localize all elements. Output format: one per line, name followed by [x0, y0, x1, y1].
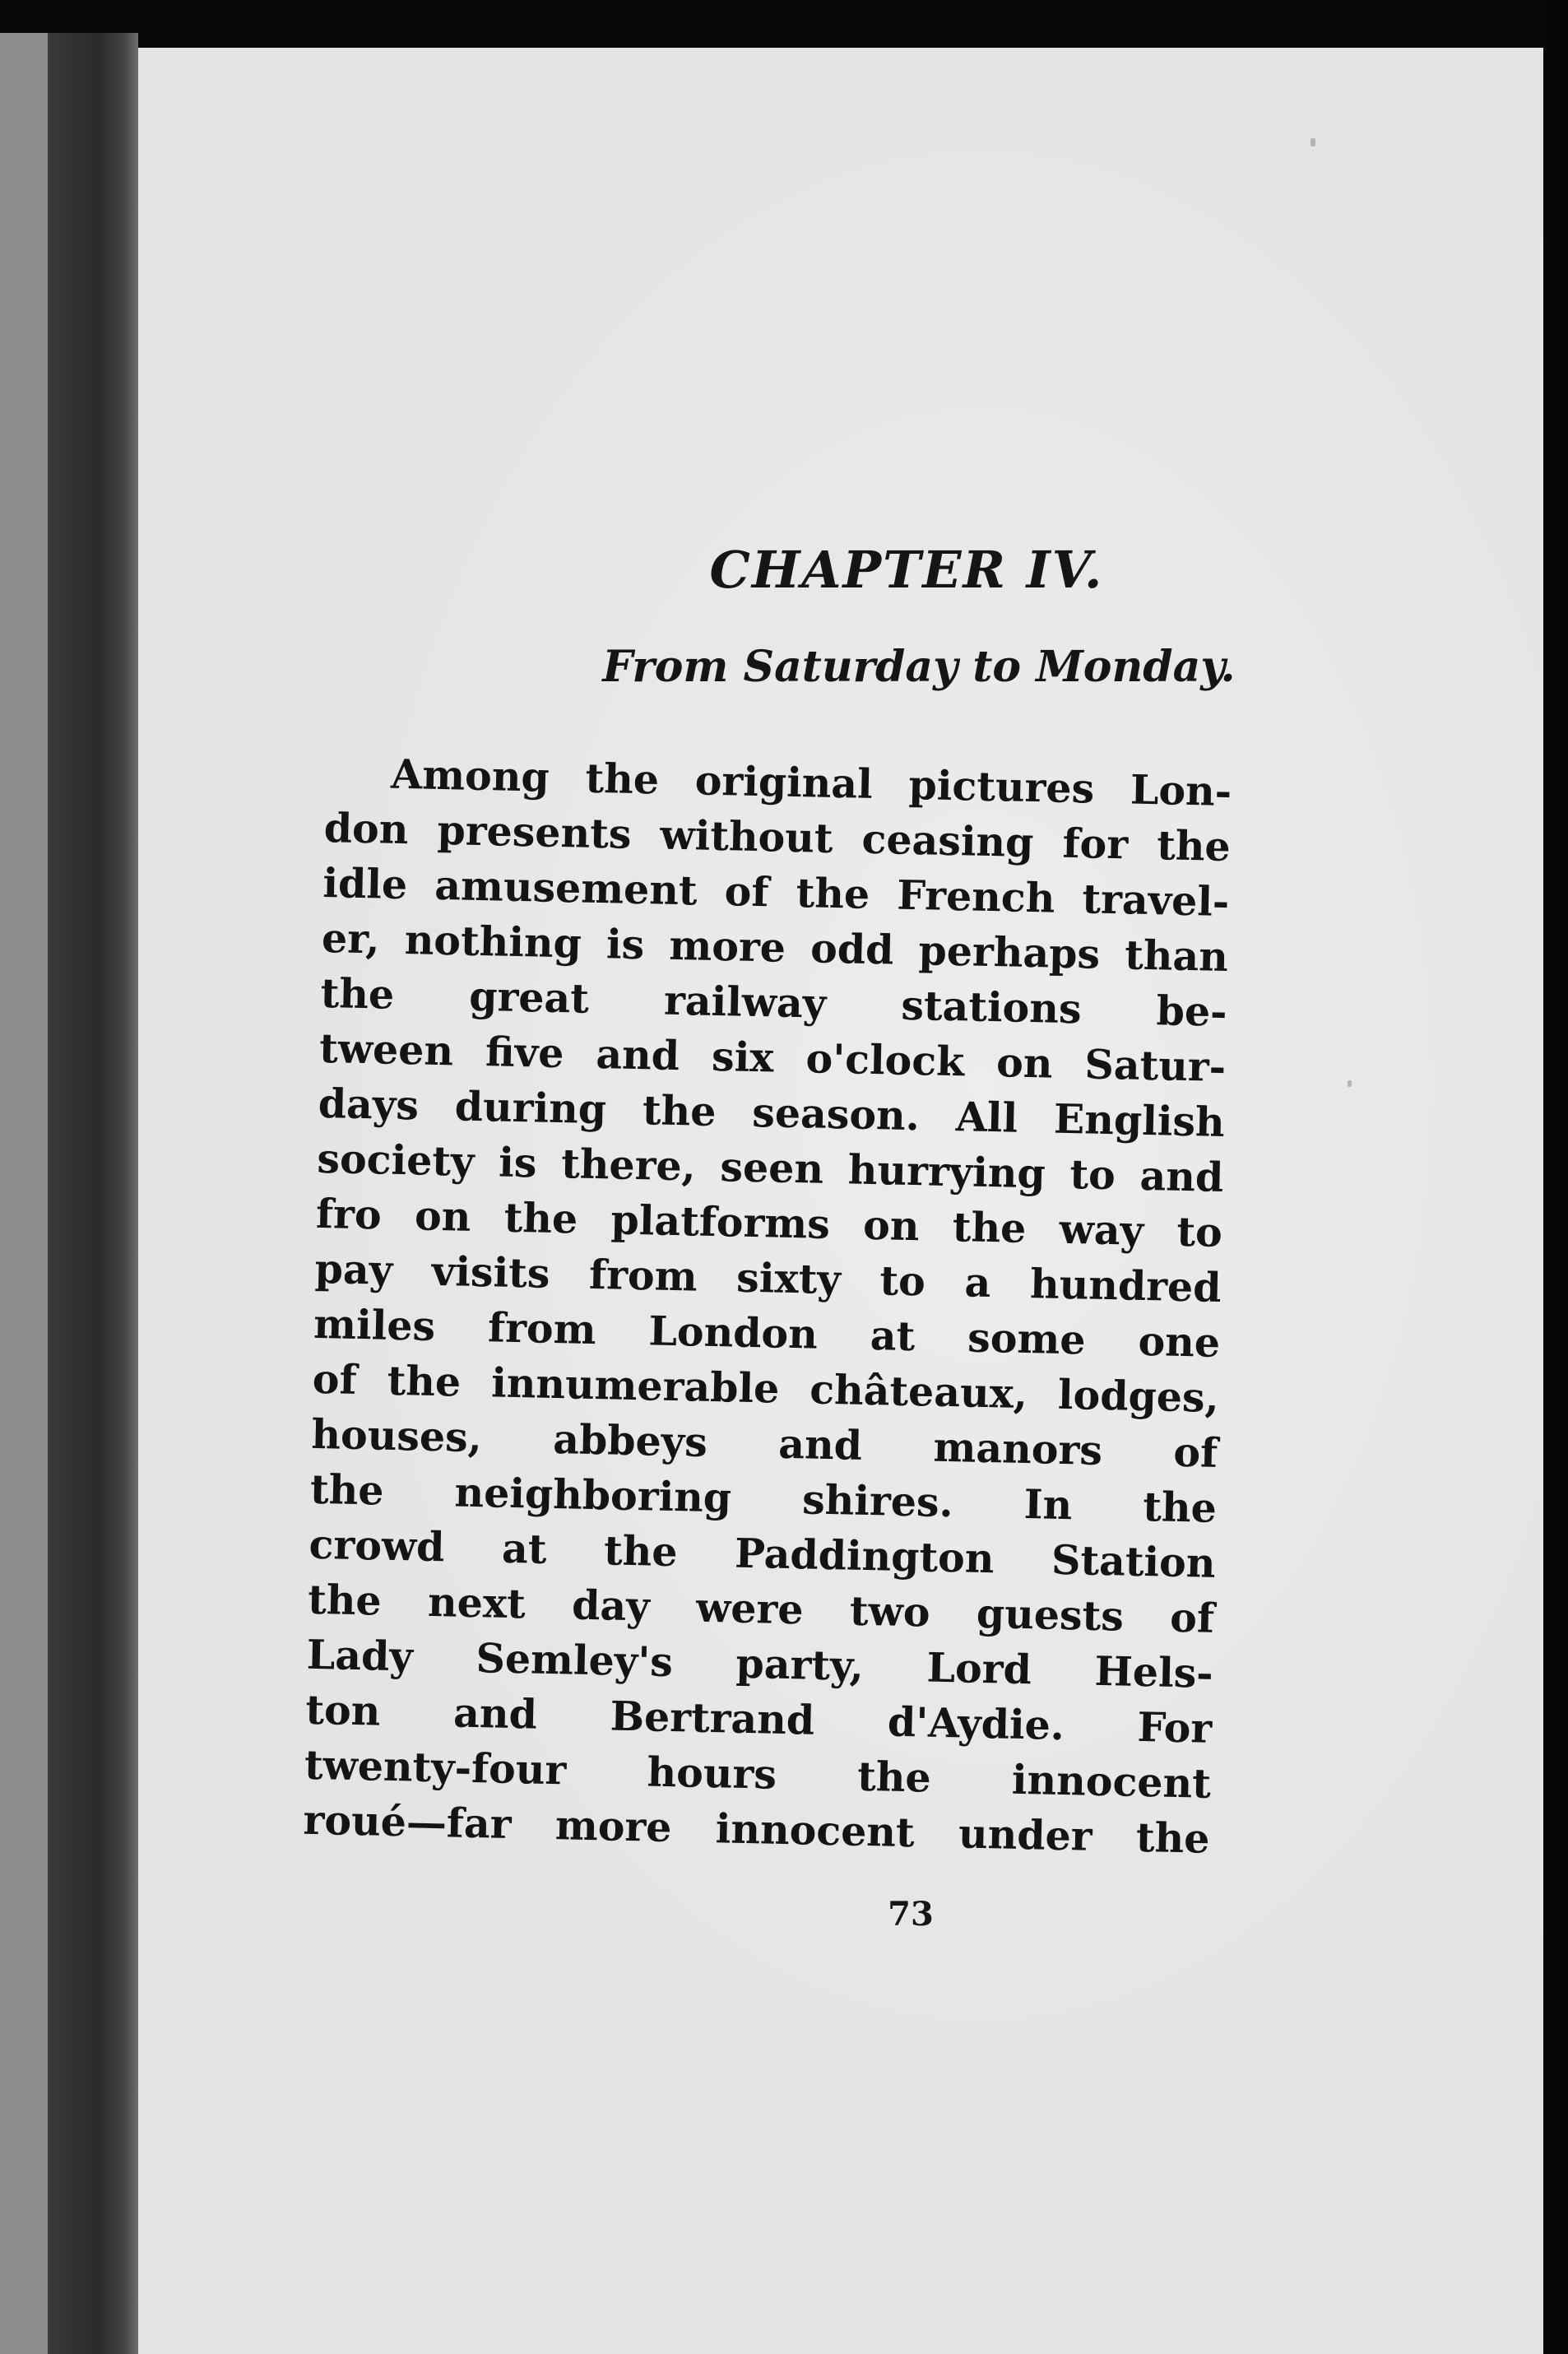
- text-line: the great railway stations be-: [320, 968, 1228, 1037]
- chapter-subtitle: From Saturday to Monday.: [602, 642, 1236, 692]
- text-line: don presents without ceasing for the: [323, 803, 1232, 871]
- paper-speck: [1348, 1080, 1352, 1087]
- text-line: tween five and six o'clock on Satur-: [318, 1024, 1227, 1091]
- text-line: of the innumerable châteaux, lodges,: [312, 1354, 1220, 1422]
- page-edge-shadow: [48, 33, 138, 2354]
- book-spine-strip: [0, 33, 48, 2354]
- text-line: pay visits from sixty to a hundred: [314, 1244, 1222, 1312]
- text-line: ton and Bertrand d'Aydie. For: [304, 1685, 1213, 1753]
- scan-top-border: [0, 0, 1568, 51]
- book-page: [138, 48, 1543, 2354]
- text-line: er, nothing is more odd perhaps than: [321, 913, 1229, 982]
- text-line: the neighboring shires. In the: [309, 1465, 1218, 1532]
- page-number: 73: [888, 1895, 934, 1934]
- text-line: the next day were two guests of: [307, 1575, 1215, 1642]
- text-line: society is there, seen hurrying to and: [316, 1134, 1224, 1201]
- paper-speck: [1311, 138, 1315, 146]
- chapter-heading: CHAPTER IV.: [709, 540, 1104, 600]
- text-line: crowd at the Paddington Station: [308, 1520, 1217, 1587]
- text-line: idle amusement of the French travel-: [322, 858, 1230, 926]
- text-line: days during the season. All English: [318, 1079, 1226, 1146]
- text-line: Lady Semley's party, Lord Hels-: [306, 1630, 1214, 1697]
- text-line: Among the original pictures Lon-: [390, 750, 1232, 816]
- text-line: twenty-four hours the innocent: [304, 1740, 1212, 1808]
- text-line: roué—far more innocent under the: [303, 1795, 1211, 1863]
- text-line: houses, abbeys and manors of: [310, 1409, 1218, 1477]
- body-paragraph: [303, 745, 1232, 1867]
- text-line: fro on the platforms on the way to: [315, 1189, 1223, 1256]
- scan-right-border: [1543, 0, 1568, 2354]
- text-line: miles from London at some one: [313, 1299, 1221, 1367]
